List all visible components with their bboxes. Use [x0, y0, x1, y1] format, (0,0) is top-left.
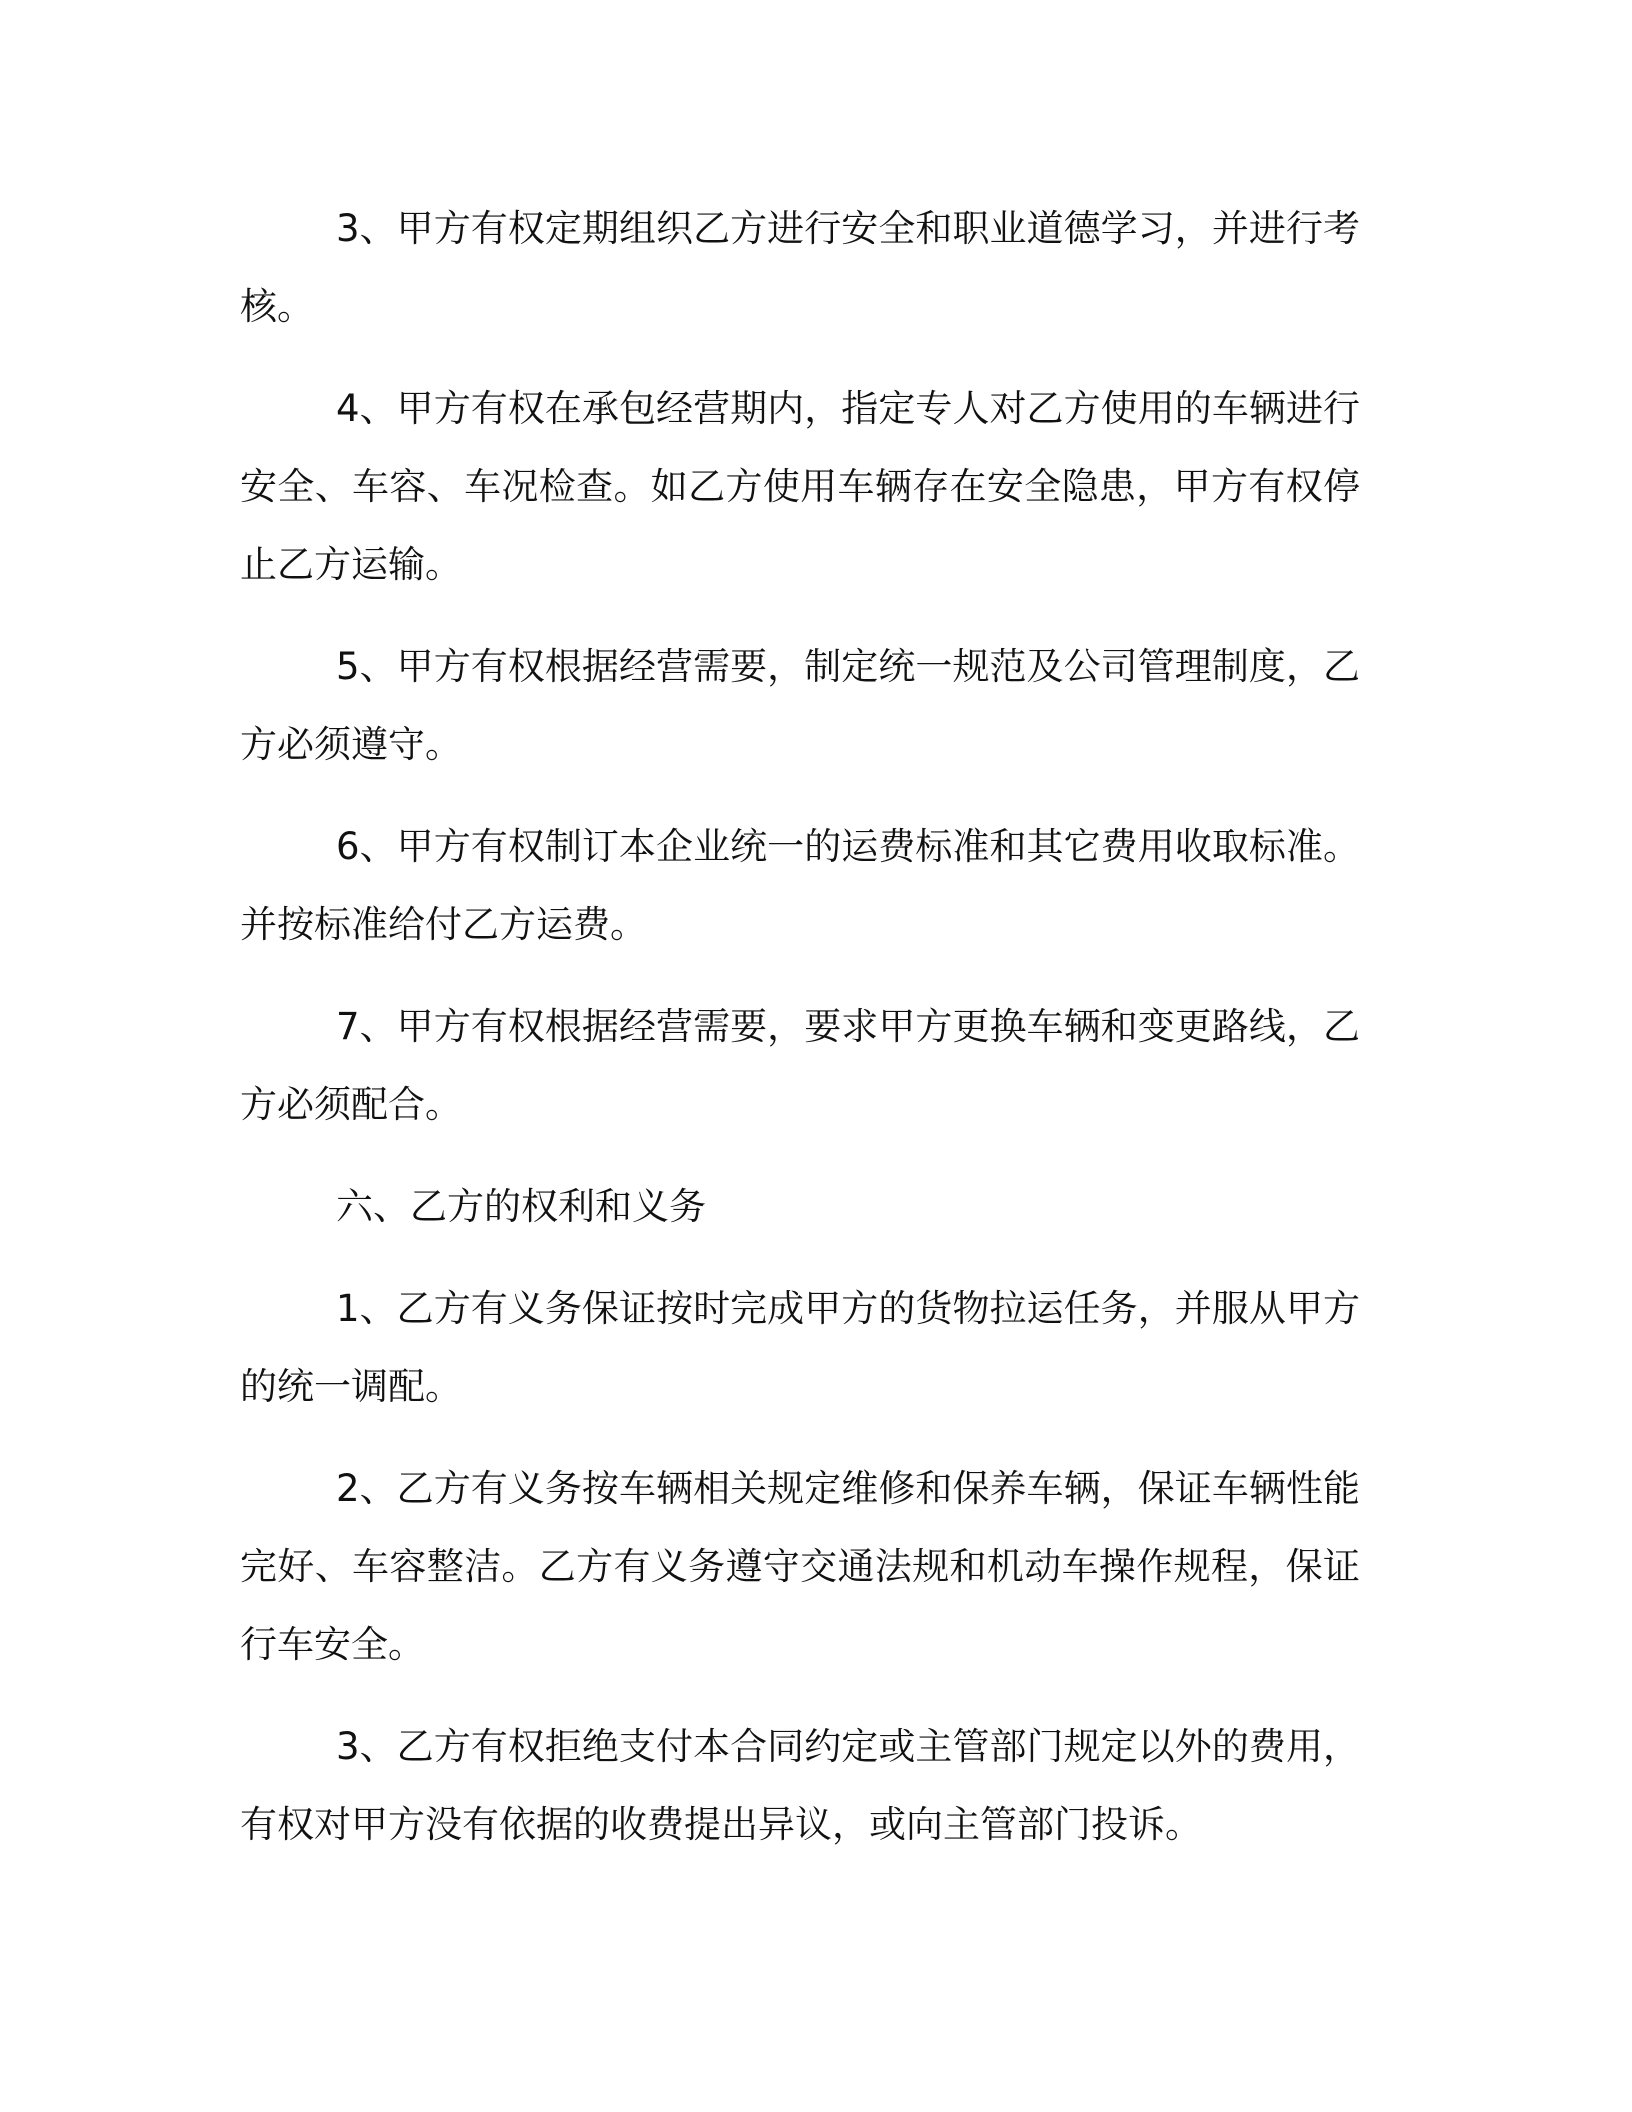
- document-body: [240, 190, 1360, 1888]
- paragraph-clause-4: 4、甲方有权在承包经营期内，指定专人对乙方使用的车辆进行安全、车容、车况检查。如乙方使用车辆存在安全隐患，甲方有权停止乙方运输。: [240, 387, 1360, 586]
- section-paragraph-2: 2、乙方有义务按车辆相关规定维修和保养车辆，保证车辆性能完好、车容整洁。乙方有义务遵守交通法规和机动车操作规程，保证行车安全。: [240, 1467, 1360, 1666]
- section-heading: 六、乙方的权利和义务: [336, 1185, 706, 1228]
- section-paragraph-3: 3、乙方有权拒绝支付本合同约定或主管部门规定以外的费用，有权对甲方没有依据的收费提出异议，或向主管部门投诉。: [240, 1725, 1360, 1846]
- paragraph-clause-5: 5、甲方有权根据经营需要，制定统一规范及公司管理制度，乙方必须遵守。: [240, 645, 1360, 766]
- paragraph-clause-7: 7、甲方有权根据经营需要，要求甲方更换车辆和变更路线，乙方必须配合。: [240, 1005, 1360, 1126]
- paragraph-clause-6: 6、甲方有权制订本企业统一的运费标准和其它费用收取标准。并按标准给付乙方运费。: [240, 825, 1360, 946]
- section-paragraph-1: 1、乙方有义务保证按时完成甲方的货物拉运任务，并服从甲方的统一调配。: [240, 1287, 1360, 1408]
- paragraph-clause-3: 3、甲方有权定期组织乙方进行安全和职业道德学习，并进行考核。: [240, 207, 1360, 328]
